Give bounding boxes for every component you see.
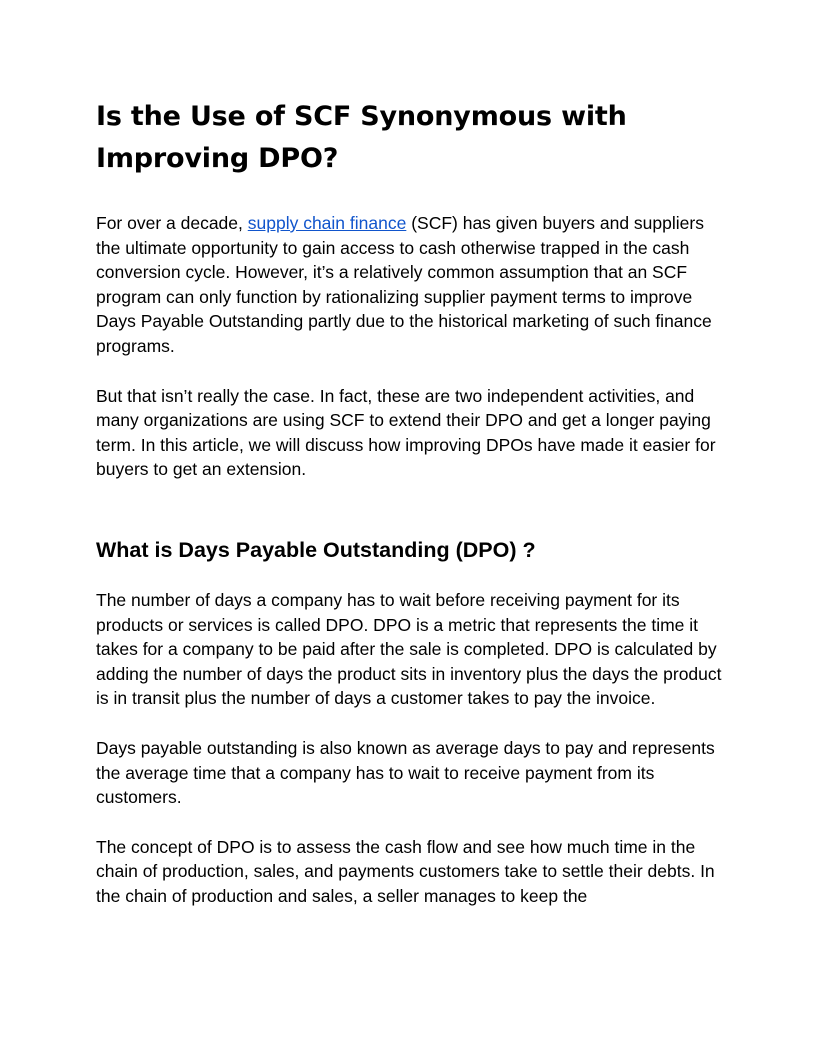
section-heading: What is Days Payable Outstanding (DPO) ? bbox=[96, 537, 536, 562]
intro-paragraph bbox=[96, 211, 726, 359]
intro-text-start: For over a decade, bbox=[96, 213, 248, 233]
paragraph-3: The number of days a company has to wait before receiving payment for its products or services is called DPO. DPO is a metric that represents the time it takes for a company to be paid after the sale is completed. DPO is calculated by adding the number of days the product sits in inventory plus the days the product is in transit plus the number of days a customer takes to pay the invoice. bbox=[96, 589, 722, 709]
article-title: Is the Use of SCF Synonymous with Improving DPO? bbox=[96, 101, 627, 174]
document-page bbox=[96, 96, 726, 908]
supply-chain-finance-link[interactable]: supply chain finance bbox=[247, 213, 407, 233]
paragraph-2: But that isn’t really the case. In fact, these are two independent activities, and many organizations are using SCF to extend their DPO and get a longer paying term. In this article, we will discuss how improving DPOs have made it easier for buyers to get an extension. bbox=[96, 385, 716, 480]
intro-text-end: (SCF) has given buyers and suppliers the ultimate opportunity to gain access to cash otherwise trapped in the cash conversion cycle. However, it’s a relatively common assumption that an SCF program can only function by rationalizing supplier payment terms to improve Days Payable Outstanding partly due to the historical marketing of such finance programs. bbox=[96, 213, 712, 356]
paragraph-4: Days payable outstanding is also known as average days to pay and represents the average time that a company has to wait to receive payment from its customers. bbox=[96, 737, 715, 808]
paragraph-5: The concept of DPO is to assess the cash flow and see how much time in the chain of production, sales, and payments customers take to settle their debts. In the chain of production and sales, a seller manages to keep the bbox=[96, 836, 715, 906]
